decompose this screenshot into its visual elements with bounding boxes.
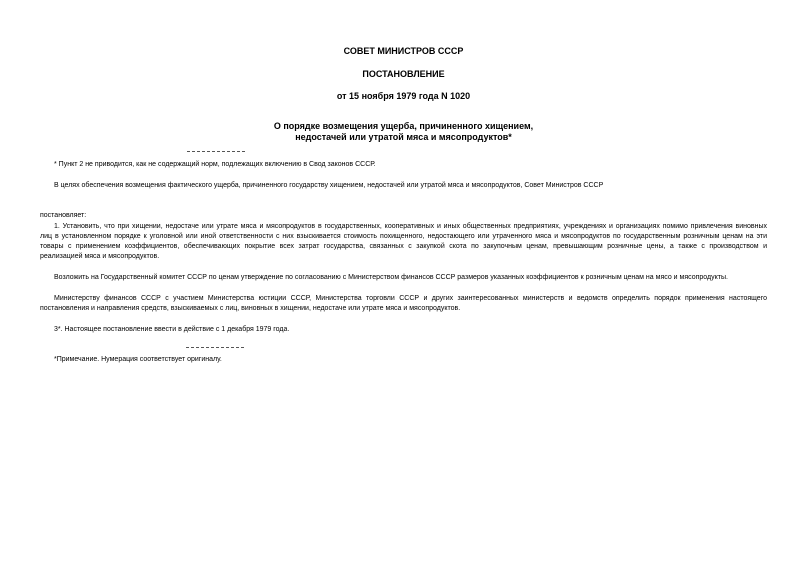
title-line-2: недостачей или утратой мяса и мясопродуктов* [295,132,512,142]
finance-ministry-line-1: Министерству финансов СССР с участием Министерства юстиции СССР, Министерства торговли СССР и других заинтересованных министерств и ведомств определить порядок применения настоящего [54,295,767,302]
prices-committee-paragraph: Возложить на Государственный комитет СССР по ценам утверждение по согласованию с Министерством финансов СССР размеров указанных коэффициентов к розничным ценам на мясо и мясопродукты. [54,274,728,281]
point-1-line-1: 1. Установить, что при хищении, недостаче или утрате мяса и мясопродуктов в государственных, кооперативных и иных общественных предприятиях, учреждениях и организациях помимо привлечения виновных [54,223,767,230]
point-3-paragraph: 3*. Настоящее постановление ввести в действие с 1 декабря 1979 года. [54,326,290,333]
point-1-line-3: товары с применением коэффициентов, обеспечивающих покрытие всех затрат государства, связанных с закупкой скота по закупочным ценам, превышающим розничные цены, а также с производством и [40,243,767,250]
finance-ministry-line-2: постановления и направления средств, взыскиваемых с лиц, виновных в хищении, недостаче или утрате мяса и мясопродуктов. [40,305,461,312]
document-type-heading: ПОСТАНОВЛЕНИЕ [362,69,445,79]
finance-ministry-paragraph [40,294,767,314]
resolves-label: постановляет: [40,212,87,219]
point-1-line-4: реализацией мяса и мясопродуктов. [40,253,160,260]
authority-heading: СОВЕТ МИНИСТРОВ СССР [343,46,464,56]
footnote-bottom: *Примечание. Нумерация соответствует оригиналу. [54,356,222,363]
point-1-line-2: лиц в установленном порядке к уголовной или иной ответственности с них взыскивается стоимость похищенного, недостающего или утраченного мяса и мясопродуктов по государственным розничным ценам на эти [40,233,767,240]
title-line-1: О порядке возмещения ущерба, причиненного хищением, [273,121,534,131]
footnote-separator-bottom [186,347,244,348]
point-1-paragraph [40,222,767,262]
footnote-separator-top [187,151,245,152]
footnote-top: * Пункт 2 не приводится, как не содержащий норм, подлежащих включению в Свод законов СССР. [54,161,376,168]
date-number-heading: от 15 ноября 1979 года N 1020 [336,91,471,101]
preamble-paragraph: В целях обеспечения возмещения фактического ущерба, причиненного государству хищением, недостачей или утратой мяса и мясопродуктов, Совет Министров СССР [54,182,604,189]
